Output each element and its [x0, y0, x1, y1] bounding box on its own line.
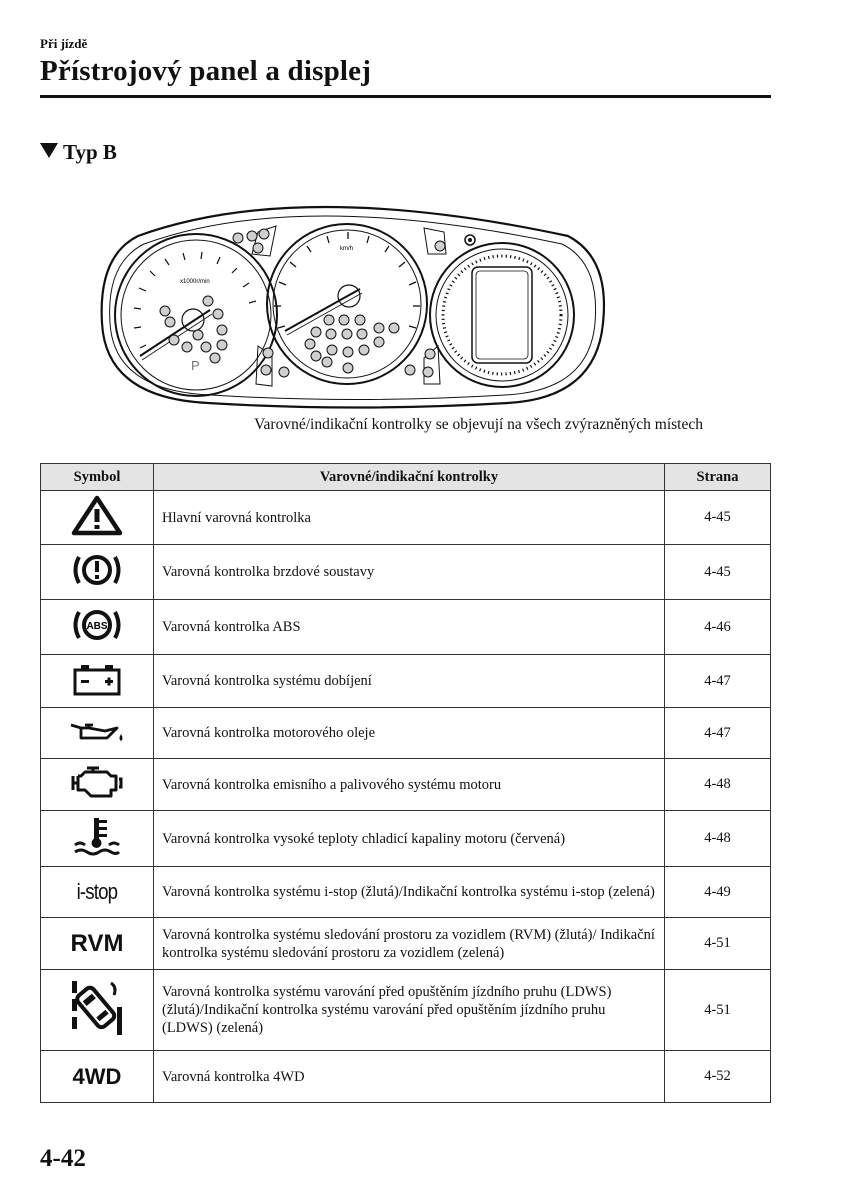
page-reference-cell: 4-46	[665, 600, 771, 655]
table-header-row	[41, 464, 771, 491]
page-reference-cell: 4-45	[665, 491, 771, 545]
table-row	[41, 708, 771, 759]
description-cell: Varovná kontrolka ABS	[154, 600, 665, 655]
table-row	[41, 918, 771, 970]
description-cell: Varovná kontrolka systému dobíjení	[154, 655, 665, 708]
page-reference-cell: 4-48	[665, 759, 771, 811]
table-row	[41, 759, 771, 811]
speedometer-gauge	[267, 224, 427, 384]
coolant-temperature-icon	[70, 815, 124, 857]
symbol-cell	[41, 708, 154, 759]
triangle-down-icon	[40, 143, 58, 158]
table-row	[41, 811, 771, 867]
tachometer-unit-label: x1000r/min	[180, 279, 210, 285]
page-reference-cell: 4-49	[665, 867, 771, 918]
svg-text:P: P	[191, 358, 200, 373]
upper-left-indicator-panel	[233, 226, 276, 256]
table-row	[41, 867, 771, 918]
page-reference-cell: 4-52	[665, 1051, 771, 1103]
table-row	[41, 600, 771, 655]
table-row	[41, 491, 771, 545]
oil-pressure-icon	[67, 716, 127, 746]
display-gauge	[430, 243, 574, 387]
warning-lights-table	[40, 463, 771, 1103]
description-cell: Hlavní varovná kontrolka	[154, 491, 665, 545]
battery-warning-icon	[70, 661, 124, 697]
table-row	[41, 1051, 771, 1103]
description-cell: Varovná kontrolka 4WD	[154, 1051, 665, 1103]
rvm-icon: RVM	[70, 929, 124, 957]
speedometer-indicator-spots	[305, 315, 399, 373]
page-reference-cell: 4-51	[665, 970, 771, 1051]
description-cell: Varovná kontrolka systému sledování prostoru za vozidlem (RVM) (žlutá)/ Indikační kontrolka systému sledování prostoru za vozidlem (zelená)	[154, 918, 665, 970]
tachometer-indicator-spots	[160, 296, 227, 363]
upper-right-indicator-panel	[424, 228, 475, 254]
speedometer-unit-label: km/h	[340, 246, 354, 252]
description-cell: Varovná kontrolka brzdové soustavy	[154, 545, 665, 600]
tachometer-gauge	[115, 234, 277, 396]
i-stop-icon: i-stop	[76, 879, 118, 904]
symbol-cell	[41, 867, 154, 918]
subheading-text: Typ B	[63, 140, 117, 164]
symbol-cell	[41, 600, 154, 655]
symbol-cell	[41, 655, 154, 708]
master-warning-icon	[70, 494, 124, 536]
column-header-symbol: Symbol	[41, 464, 154, 491]
page-number: 4-42	[40, 1145, 86, 1172]
subheading	[40, 140, 117, 165]
cluster-housing-inner	[110, 216, 596, 400]
page-reference-cell: 4-45	[665, 545, 771, 600]
abs-icon-label: ABS	[86, 620, 108, 632]
ldws-icon	[67, 977, 127, 1039]
symbol-cell	[41, 811, 154, 867]
symbol-cell	[41, 970, 154, 1051]
page-reference-cell: 4-47	[665, 708, 771, 759]
symbol-cell	[41, 545, 154, 600]
page-reference-cell: 4-47	[665, 655, 771, 708]
section-label: Při jízdě	[40, 36, 88, 51]
table-row	[41, 970, 771, 1051]
table-row	[41, 545, 771, 600]
abs-warning-icon	[70, 604, 124, 646]
page-reference-cell: 4-51	[665, 918, 771, 970]
symbol-cell	[41, 918, 154, 970]
description-cell: Varovná kontrolka motorového oleje	[154, 708, 665, 759]
symbol-cell	[41, 759, 154, 811]
column-header-page: Strana	[665, 464, 771, 491]
column-header-description: Varovné/indikační kontrolky	[154, 464, 665, 491]
description-cell: Varovná kontrolka systému i-stop (žlutá)/Indikační kontrolka systému i-stop (zelená)	[154, 867, 665, 918]
instrument-cluster-figure	[98, 188, 610, 413]
speedometer-needle	[285, 289, 360, 331]
multi-information-display	[472, 267, 532, 363]
brake-warning-icon	[70, 549, 124, 591]
4wd-icon: 4WD	[72, 1063, 122, 1089]
page-title: Přístrojový panel a displej	[40, 55, 372, 87]
title-rule	[40, 95, 771, 98]
table-row	[41, 655, 771, 708]
description-cell: Varovná kontrolka systému varování před opuštěním jízdního pruhu (LDWS) (žlutá)/Indikační kontrolka systému varování před opuštěním jízdního pruhu (LDWS) (zelená)	[154, 970, 665, 1051]
figure-caption: Varovné/indikační kontrolky se objevují na všech zvýrazněných místech	[254, 416, 703, 433]
description-cell: Varovná kontrolka vysoké teploty chladicí kapaliny motoru (červená)	[154, 811, 665, 867]
page-reference-cell: 4-48	[665, 811, 771, 867]
symbol-cell	[41, 491, 154, 545]
description-cell: Varovná kontrolka emisního a palivového systému motoru	[154, 759, 665, 811]
check-engine-icon	[69, 764, 125, 800]
symbol-cell	[41, 1051, 154, 1103]
